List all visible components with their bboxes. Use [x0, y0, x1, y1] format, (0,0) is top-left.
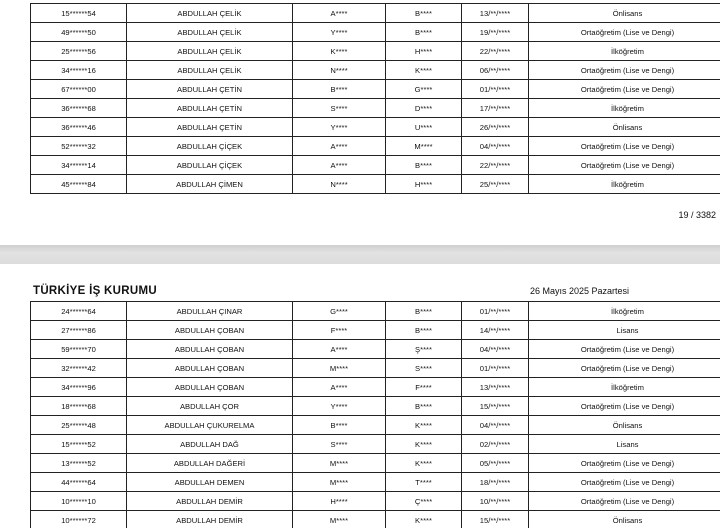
masked-id-cell: 59******70	[31, 340, 127, 359]
birth-date-cell: 05/**/****	[462, 454, 529, 473]
organization-title: TÜRKİYE İŞ KURUMU	[33, 285, 157, 297]
table-row	[31, 378, 720, 397]
full-name-cell: ABDULLAH ÇETİN	[127, 118, 293, 137]
masked-id-cell: 25******56	[31, 42, 127, 61]
table-row	[31, 99, 720, 118]
full-name-cell: ABDULLAH ÇOBAN	[127, 321, 293, 340]
registry-table-body	[31, 302, 720, 528]
education-level-cell: Ortaöğretim (Lise ve Dengi)	[529, 23, 720, 42]
birth-date-cell: 06/**/****	[462, 61, 529, 80]
mother-initial-cell: H****	[386, 175, 462, 194]
masked-id-cell: 52******32	[31, 137, 127, 156]
table-row	[31, 302, 720, 321]
birth-date-cell: 04/**/****	[462, 137, 529, 156]
education-level-cell: Lisans	[529, 321, 720, 340]
mother-initial-cell: H****	[386, 42, 462, 61]
education-level-cell: Ortaöğretim (Lise ve Dengi)	[529, 492, 720, 511]
father-initial-cell: Y****	[293, 118, 386, 137]
masked-id-cell: 36******46	[31, 118, 127, 137]
masked-id-cell: 49******50	[31, 23, 127, 42]
mother-initial-cell: K****	[386, 435, 462, 454]
table-row	[31, 454, 720, 473]
mother-initial-cell: G****	[386, 80, 462, 99]
mother-initial-cell: K****	[386, 61, 462, 80]
birth-date-cell: 01/**/****	[462, 80, 529, 99]
birth-date-cell: 04/**/****	[462, 340, 529, 359]
table-row	[31, 118, 720, 137]
table-row	[31, 359, 720, 378]
father-initial-cell: A****	[293, 156, 386, 175]
education-level-cell: Önlisans	[529, 416, 720, 435]
mother-initial-cell: B****	[386, 397, 462, 416]
full-name-cell: ABDULLAH DAĞ	[127, 435, 293, 454]
masked-id-cell: 15******52	[31, 435, 127, 454]
table-row	[31, 4, 720, 23]
table-row	[31, 340, 720, 359]
education-level-cell: Önlisans	[529, 511, 720, 528]
father-initial-cell: M****	[293, 454, 386, 473]
masked-id-cell: 24******64	[31, 302, 127, 321]
mother-initial-cell: S****	[386, 359, 462, 378]
full-name-cell: ABDULLAH ÇELİK	[127, 61, 293, 80]
mother-initial-cell: M****	[386, 137, 462, 156]
full-name-cell: ABDULLAH ÇOBAN	[127, 340, 293, 359]
masked-id-cell: 13******52	[31, 454, 127, 473]
page-separator	[0, 245, 720, 264]
registry-table-body	[31, 4, 720, 194]
table-row	[31, 473, 720, 492]
education-level-cell: Lisans	[529, 435, 720, 454]
mother-initial-cell: B****	[386, 4, 462, 23]
table-row	[31, 511, 720, 528]
document-page-19	[0, 0, 720, 245]
full-name-cell: ABDULLAH ÇELİK	[127, 23, 293, 42]
father-initial-cell: A****	[293, 137, 386, 156]
birth-date-cell: 19/**/****	[462, 23, 529, 42]
page-number: 19 / 3382	[678, 210, 716, 220]
masked-id-cell: 34******96	[31, 378, 127, 397]
father-initial-cell: A****	[293, 4, 386, 23]
full-name-cell: ABDULLAH ÇOR	[127, 397, 293, 416]
masked-id-cell: 10******72	[31, 511, 127, 528]
birth-date-cell: 18/**/****	[462, 473, 529, 492]
birth-date-cell: 22/**/****	[462, 42, 529, 61]
education-level-cell: Önlisans	[529, 4, 720, 23]
table-row	[31, 175, 720, 194]
birth-date-cell: 02/**/****	[462, 435, 529, 454]
birth-date-cell: 26/**/****	[462, 118, 529, 137]
education-level-cell: Ortaöğretim (Lise ve Dengi)	[529, 80, 720, 99]
mother-initial-cell: Ç****	[386, 492, 462, 511]
full-name-cell: ABDULLAH ÇETİN	[127, 99, 293, 118]
masked-id-cell: 15******54	[31, 4, 127, 23]
father-initial-cell: M****	[293, 359, 386, 378]
birth-date-cell: 15/**/****	[462, 397, 529, 416]
education-level-cell: İlköğretim	[529, 99, 720, 118]
father-initial-cell: Y****	[293, 23, 386, 42]
full-name-cell: ABDULLAH DAĞERİ	[127, 454, 293, 473]
education-level-cell: İlköğretim	[529, 42, 720, 61]
education-level-cell: Ortaöğretim (Lise ve Dengi)	[529, 397, 720, 416]
father-initial-cell: A****	[293, 340, 386, 359]
father-initial-cell: H****	[293, 492, 386, 511]
father-initial-cell: N****	[293, 175, 386, 194]
full-name-cell: ABDULLAH ÇETİN	[127, 80, 293, 99]
masked-id-cell: 44******64	[31, 473, 127, 492]
table-row	[31, 61, 720, 80]
full-name-cell: ABDULLAH ÇİÇEK	[127, 137, 293, 156]
table-row	[31, 23, 720, 42]
birth-date-cell: 01/**/****	[462, 302, 529, 321]
mother-initial-cell: K****	[386, 454, 462, 473]
full-name-cell: ABDULLAH ÇINAR	[127, 302, 293, 321]
birth-date-cell: 25/**/****	[462, 175, 529, 194]
mother-initial-cell: K****	[386, 511, 462, 528]
document-page-20	[0, 264, 720, 528]
masked-id-cell: 10******10	[31, 492, 127, 511]
father-initial-cell: B****	[293, 416, 386, 435]
masked-id-cell: 67******00	[31, 80, 127, 99]
father-initial-cell: M****	[293, 473, 386, 492]
education-level-cell: Ortaöğretim (Lise ve Dengi)	[529, 340, 720, 359]
mother-initial-cell: B****	[386, 302, 462, 321]
table-row	[31, 80, 720, 99]
report-date: 26 Mayıs 2025 Pazartesi	[530, 286, 630, 296]
full-name-cell: ABDULLAH DEMİR	[127, 492, 293, 511]
birth-date-cell: 13/**/****	[462, 378, 529, 397]
education-level-cell: Ortaöğretim (Lise ve Dengi)	[529, 473, 720, 492]
father-initial-cell: S****	[293, 435, 386, 454]
education-level-cell: İlköğretim	[529, 378, 720, 397]
mother-initial-cell: Ş****	[386, 340, 462, 359]
father-initial-cell: G****	[293, 302, 386, 321]
education-level-cell: İlköğretim	[529, 302, 720, 321]
birth-date-cell: 04/**/****	[462, 416, 529, 435]
table-row	[31, 42, 720, 61]
mother-initial-cell: T****	[386, 473, 462, 492]
full-name-cell: ABDULLAH ÇELİK	[127, 42, 293, 61]
education-level-cell: Ortaöğretim (Lise ve Dengi)	[529, 156, 720, 175]
masked-id-cell: 32******42	[31, 359, 127, 378]
education-level-cell: Ortaöğretim (Lise ve Dengi)	[529, 454, 720, 473]
birth-date-cell: 13/**/****	[462, 4, 529, 23]
birth-date-cell: 14/**/****	[462, 321, 529, 340]
registry-table-page-19	[30, 3, 720, 194]
father-initial-cell: K****	[293, 42, 386, 61]
full-name-cell: ABDULLAH DEMİR	[127, 511, 293, 528]
full-name-cell: ABDULLAH ÇİMEN	[127, 175, 293, 194]
mother-initial-cell: B****	[386, 23, 462, 42]
mother-initial-cell: U****	[386, 118, 462, 137]
father-initial-cell: S****	[293, 99, 386, 118]
table-row	[31, 321, 720, 340]
full-name-cell: ABDULLAH ÇUKURELMA	[127, 416, 293, 435]
birth-date-cell: 22/**/****	[462, 156, 529, 175]
full-name-cell: ABDULLAH ÇOBAN	[127, 378, 293, 397]
father-initial-cell: Y****	[293, 397, 386, 416]
birth-date-cell: 17/**/****	[462, 99, 529, 118]
mother-initial-cell: F****	[386, 378, 462, 397]
masked-id-cell: 25******48	[31, 416, 127, 435]
masked-id-cell: 27******86	[31, 321, 127, 340]
full-name-cell: ABDULLAH ÇELİK	[127, 4, 293, 23]
table-row	[31, 156, 720, 175]
mother-initial-cell: K****	[386, 416, 462, 435]
mother-initial-cell: D****	[386, 99, 462, 118]
father-initial-cell: F****	[293, 321, 386, 340]
full-name-cell: ABDULLAH DEMEN	[127, 473, 293, 492]
education-level-cell: Önlisans	[529, 118, 720, 137]
education-level-cell: Ortaöğretim (Lise ve Dengi)	[529, 61, 720, 80]
full-name-cell: ABDULLAH ÇİÇEK	[127, 156, 293, 175]
birth-date-cell: 15/**/****	[462, 511, 529, 528]
masked-id-cell: 34******16	[31, 61, 127, 80]
father-initial-cell: M****	[293, 511, 386, 528]
table-row	[31, 416, 720, 435]
table-row	[31, 435, 720, 454]
father-initial-cell: A****	[293, 378, 386, 397]
birth-date-cell: 01/**/****	[462, 359, 529, 378]
education-level-cell: İlköğretim	[529, 175, 720, 194]
table-row	[31, 137, 720, 156]
masked-id-cell: 34******14	[31, 156, 127, 175]
mother-initial-cell: B****	[386, 156, 462, 175]
birth-date-cell: 10/**/****	[462, 492, 529, 511]
father-initial-cell: B****	[293, 80, 386, 99]
registry-table-page-20	[30, 301, 720, 528]
table-row	[31, 492, 720, 511]
mother-initial-cell: B****	[386, 321, 462, 340]
masked-id-cell: 45******84	[31, 175, 127, 194]
masked-id-cell: 18******68	[31, 397, 127, 416]
full-name-cell: ABDULLAH ÇOBAN	[127, 359, 293, 378]
education-level-cell: Ortaöğretim (Lise ve Dengi)	[529, 137, 720, 156]
masked-id-cell: 36******68	[31, 99, 127, 118]
education-level-cell: Ortaöğretim (Lise ve Dengi)	[529, 359, 720, 378]
table-row	[31, 397, 720, 416]
father-initial-cell: N****	[293, 61, 386, 80]
